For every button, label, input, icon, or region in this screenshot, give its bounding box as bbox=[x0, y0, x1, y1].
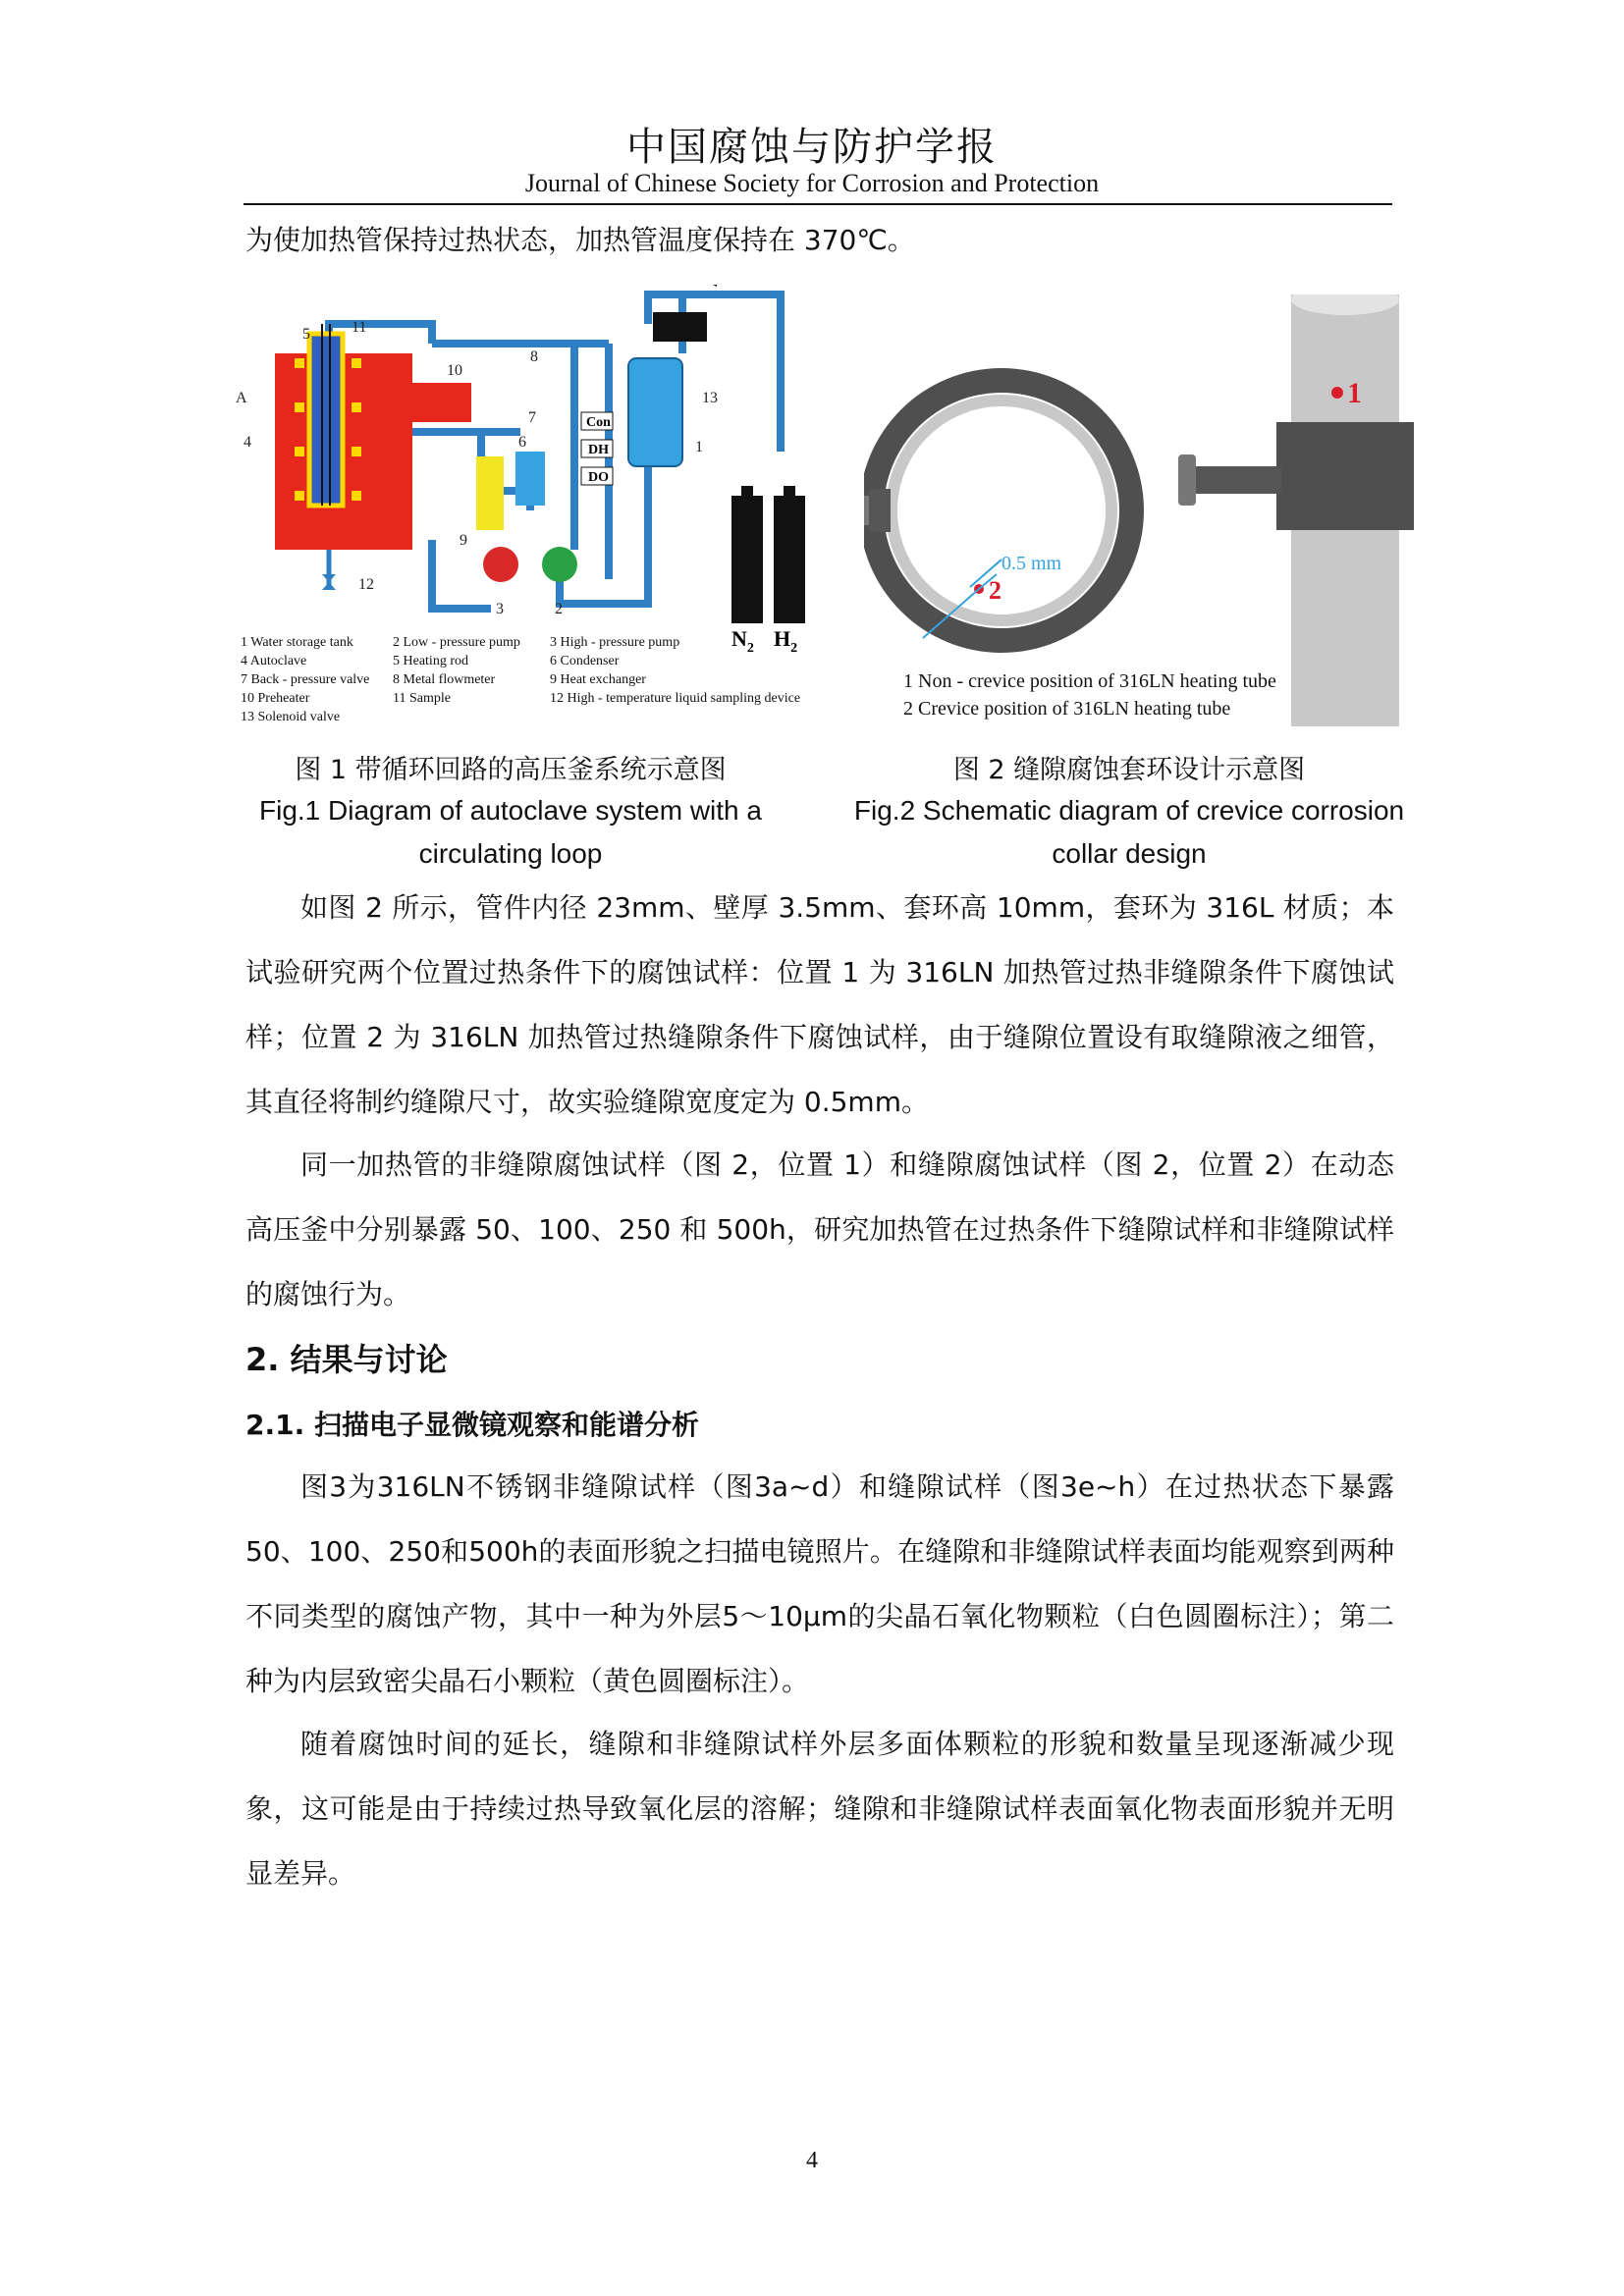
label-A: A bbox=[236, 390, 247, 406]
label-n2-sub: 2 bbox=[746, 641, 754, 656]
page-number: 4 bbox=[806, 2148, 818, 2173]
label-n2: N bbox=[731, 626, 747, 651]
legend-col1-3: 10 Preheater bbox=[241, 691, 310, 706]
label-12: 12 bbox=[358, 576, 374, 593]
h2-cylinder bbox=[774, 496, 805, 623]
label-h2: H bbox=[774, 626, 791, 651]
label-11: 11 bbox=[352, 319, 367, 336]
low-pressure-pump bbox=[542, 547, 577, 582]
position-2-label: 2 bbox=[989, 576, 1001, 605]
legend-col3-1: 6 Condenser bbox=[550, 654, 620, 668]
label-3: 3 bbox=[496, 601, 504, 617]
solenoid-valve bbox=[653, 312, 707, 342]
legend-col2-3: 11 Sample bbox=[393, 691, 451, 706]
legend-col3-0: 3 High - pressure pump bbox=[550, 635, 680, 650]
water-storage-tank bbox=[628, 358, 682, 466]
figure-2-caption-cn: 图 2 缝隙腐蚀套环设计示意图 bbox=[952, 755, 1306, 785]
figure-1-caption-en: Fig.1 Diagram of autoclave system with a circulating loop bbox=[259, 795, 762, 869]
heating-rod bbox=[309, 334, 343, 506]
label-9: 9 bbox=[460, 532, 467, 549]
label-con: Con bbox=[586, 415, 611, 430]
position-1-label: 1 bbox=[1347, 377, 1362, 409]
fig2-legend-1: 1 Non - crevice position of 316LN heating tube bbox=[903, 670, 1276, 692]
paragraph-2: 同一加热管的非缝隙腐蚀试样（图 2，位置 1）和缝隙腐蚀试样（图 2，位置 2）在动态高压釜中分别暴露 50、100、250 和 500h，研究加热管在过热条件下缝隙试样和非缝隙试样的腐蚀行为。 bbox=[245, 1148, 1394, 1310]
paragraph-3: 图3为316LN不锈钢非缝隙试样（图3a~d）和缝隙试样（图3e~h）在过热状态下暴露50、100、250和500h的表面形貌之扫描电镜照片。在缝隙和非缝隙试样表面均能观察到两种不同类型的腐蚀产物，其中一种为外层5～10μm的尖晶石氧化物颗粒（白色圆圈标注）；第二种为内层致密尖晶石小颗粒（黄色圆圈标注）。 bbox=[245, 1470, 1394, 1697]
legend-col1-4: 13 Solenoid valve bbox=[241, 710, 341, 724]
legend-col2-1: 5 Heating rod bbox=[393, 654, 468, 668]
label-13: 13 bbox=[702, 390, 718, 406]
figure-2-diagram bbox=[864, 294, 1414, 726]
paragraph-1: 如图 2 所示，管件内径 23mm、壁厚 3.5mm、套环高 10mm，套环为 316L 材质；本试验研究两个位置过热条件下的腐蚀试样：位置 1 为 316LN 加热管过热非缝隙条件下腐蚀试样；位置 2 为 316LN 加热管过热缝隙条件下腐蚀试样，由于缝隙位置设有取缝隙液之细管，其直径将制约缝隙尺寸，故实验缝隙宽度定为 0.5mm。 bbox=[245, 891, 1394, 1118]
high-pressure-pump bbox=[483, 547, 518, 582]
label-4: 4 bbox=[244, 434, 251, 451]
label-8: 8 bbox=[530, 348, 538, 365]
legend-col2-0: 2 Low - pressure pump bbox=[393, 635, 520, 650]
legend-col3-2: 9 Heat exchanger bbox=[550, 672, 646, 687]
journal-title-en: Journal of Chinese Society for Corrosion and Protection bbox=[524, 169, 1100, 197]
label-1: 1 bbox=[695, 439, 703, 455]
label-7: 7 bbox=[528, 409, 536, 426]
legend-col1-1: 4 Autoclave bbox=[241, 654, 307, 668]
section-2-heading: 2. 结果与讨论 bbox=[245, 1341, 448, 1378]
fig2-legend-2: 2 Crevice position of 316LN heating tube bbox=[903, 698, 1231, 720]
legend-col3-3: 12 High - temperature liquid sampling device bbox=[550, 691, 801, 706]
legend-col1-2: 7 Back - pressure valve bbox=[241, 672, 370, 687]
section-2-1-heading: 2.1. 扫描电子显微镜观察和能谱分析 bbox=[245, 1409, 699, 1441]
n2-cylinder bbox=[731, 496, 763, 623]
label-dh: DH bbox=[588, 443, 609, 457]
figure-2-caption-en: Fig.2 Schematic diagram of crevice corrosion collar design bbox=[853, 795, 1405, 869]
intro-line: 为使加热管保持过热状态，加热管温度保持在 370℃。 bbox=[245, 224, 915, 256]
label-2: 2 bbox=[555, 601, 563, 617]
figure-1-caption-cn: 图 1 带循环回路的高压釜系统示意图 bbox=[295, 755, 727, 785]
gap-label: 0.5 mm bbox=[1001, 553, 1062, 574]
heat-exchanger bbox=[476, 456, 504, 530]
header-rule bbox=[244, 203, 1392, 205]
journal-title-cn: 中国腐蚀与防护学报 bbox=[626, 125, 998, 170]
legend-col2-2: 8 Metal flowmeter bbox=[393, 672, 496, 687]
position-1-marker bbox=[1331, 387, 1343, 399]
preheater bbox=[412, 383, 471, 422]
label-h2-sub: 2 bbox=[790, 641, 798, 656]
collar bbox=[1276, 422, 1414, 530]
label-do: DO bbox=[588, 470, 609, 485]
paragraph-4: 随着腐蚀时间的延长，缝隙和非缝隙试样外层多面体颗粒的形貌和数量呈现逐渐减少现象，这可能是由于持续过热导致氧化层的溶解；缝隙和非缝隙试样表面氧化物表面形貌并无明显差异。 bbox=[245, 1728, 1394, 1890]
label-5: 5 bbox=[302, 326, 310, 343]
label-10: 10 bbox=[447, 362, 462, 379]
pipe-bottom-left bbox=[432, 540, 491, 609]
condenser bbox=[515, 452, 545, 506]
label-6: 6 bbox=[518, 434, 526, 451]
legend-col1-0: 1 Water storage tank bbox=[241, 635, 353, 650]
